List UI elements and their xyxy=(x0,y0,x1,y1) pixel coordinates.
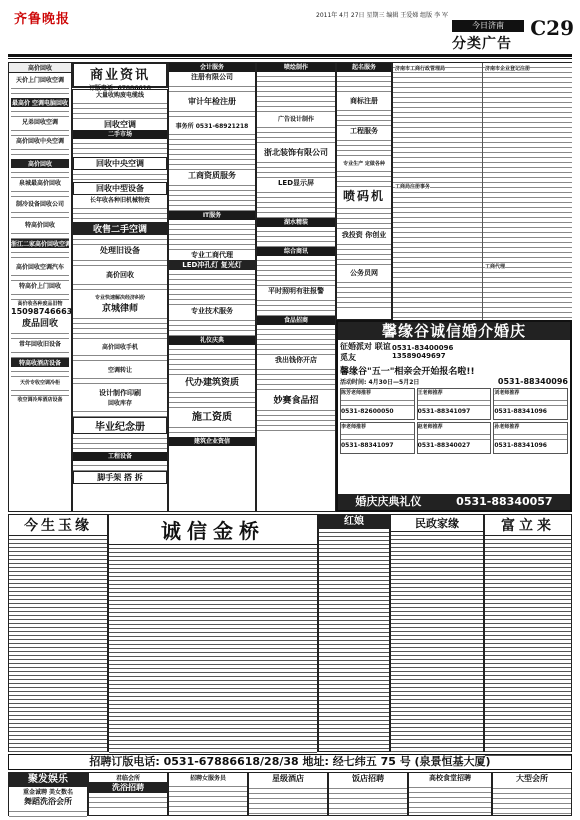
business-info-title-box xyxy=(72,62,168,92)
ad-body xyxy=(257,256,335,286)
job-title: 聚发娱乐 xyxy=(9,773,87,787)
consultant-name: 陈芳老师推荐 xyxy=(341,390,372,396)
marriage-event-phone: 0531-88340096 xyxy=(497,377,568,386)
ad-title: 喷码机 xyxy=(342,189,385,203)
ad-body xyxy=(11,126,69,136)
ad-title: 京城律师 xyxy=(101,304,138,314)
ad-title: 毕业纪念册 xyxy=(73,417,167,434)
job-ad xyxy=(492,772,572,816)
job-body xyxy=(89,793,167,811)
business-info-column xyxy=(8,62,72,512)
hotline: 订版电话: 67886618 xyxy=(89,85,151,92)
ad-title: 建筑企业资信 xyxy=(169,437,255,446)
col3 xyxy=(168,62,256,512)
ad-body xyxy=(257,123,335,147)
ad-title: 事务所 0531-68921218 xyxy=(175,123,249,130)
ad-title: 高价回收 xyxy=(11,159,69,168)
ad-title: 喷绘制作 xyxy=(257,63,335,72)
ad-body xyxy=(257,365,335,393)
ad-title: 今生玉缘 xyxy=(9,515,107,536)
ad-title: 常年回收旧设备 xyxy=(18,341,61,348)
consultant-name: 李老师推荐 xyxy=(341,424,367,430)
ad-body xyxy=(11,145,69,159)
ad-title: 湖水精装 xyxy=(257,218,335,227)
consultant-phone: 0531-88340027 xyxy=(417,442,471,449)
consultant-body xyxy=(418,430,491,442)
ad-body xyxy=(169,423,255,437)
ad-body xyxy=(73,170,167,182)
ad-body xyxy=(337,167,391,187)
ad-title: 民政家缘 xyxy=(391,515,483,532)
ad-body xyxy=(11,348,69,358)
ad-body xyxy=(73,280,167,294)
section-tag: 今日济南 xyxy=(452,20,524,32)
header-rule-thin xyxy=(8,58,572,59)
ad-title: 回收空调 xyxy=(104,120,136,129)
ad-body xyxy=(169,388,255,408)
text-block-right xyxy=(483,63,572,321)
ad-body xyxy=(11,290,69,300)
job-ad xyxy=(328,772,408,816)
marriage-agency-ad xyxy=(336,320,572,512)
consultant-card xyxy=(417,388,492,420)
ad-title: 审计年检注册 xyxy=(188,97,236,106)
ad-title: 工商代理 xyxy=(485,264,506,270)
text-block-left xyxy=(393,63,483,321)
jinsheng-yuyuan-ad xyxy=(8,514,108,752)
job-body xyxy=(169,782,247,812)
ad-title: 礼仪庆典 xyxy=(169,336,255,345)
ad-body xyxy=(169,82,255,96)
consultant-grid xyxy=(338,386,570,456)
ad-title: 起名服务 xyxy=(337,63,391,72)
ad-body xyxy=(337,278,391,308)
ad-body xyxy=(337,240,391,268)
job-ad xyxy=(88,772,168,816)
marriage-sub: 征婚派对 联谊觅友 xyxy=(340,342,391,362)
ad-title: 特高价上门回收 xyxy=(18,283,61,290)
ad-body xyxy=(169,181,255,211)
job-title: 君临会所 xyxy=(115,775,140,782)
ad-title: 妙赛食品招 xyxy=(273,396,319,406)
consultant-body xyxy=(494,396,567,408)
ad-title: 收售二手空调 xyxy=(73,222,167,235)
ad-title: 工程设备 xyxy=(73,452,167,461)
ad-title: LED显示屏 xyxy=(277,179,315,187)
ad-body xyxy=(11,229,69,239)
ad-title: 施工资质 xyxy=(192,412,232,423)
ad-title: 专业工商代理 xyxy=(191,251,233,259)
ad-body xyxy=(73,434,167,452)
ad-title: 设计制作印刷 xyxy=(99,389,141,397)
job-sub: 洗浴招聘 xyxy=(89,782,167,793)
ad-body xyxy=(73,374,167,388)
job-body xyxy=(329,784,407,814)
consultant-name: 王老师推荐 xyxy=(417,390,443,396)
ad-title: 长年收各种旧机械物资 xyxy=(89,197,150,204)
ad-body xyxy=(73,256,167,270)
ad-listing xyxy=(319,529,389,751)
marriage-event-date: 活动时间: 4月30日—5月2日 xyxy=(340,379,420,386)
ad-body xyxy=(169,270,255,306)
ad-title: 兄弟回收空调 xyxy=(21,119,58,126)
consultant-phone: 0531-88341096 xyxy=(494,408,547,415)
marriage-phone-1: 0531-83400096 xyxy=(392,344,454,352)
ad-title: 最高价 空调电脑回收 xyxy=(11,100,69,107)
ad-title: 二手市场 xyxy=(73,130,167,139)
ad-title: 公务员网 xyxy=(350,269,378,277)
marriage-contact xyxy=(338,340,570,364)
marriage-footer xyxy=(338,494,570,510)
ad-title: 工商资质服务 xyxy=(188,171,236,180)
ad-title: 泉城最高价回收 xyxy=(18,180,61,187)
consultant-body xyxy=(341,396,414,408)
marriage-event-line xyxy=(338,377,570,386)
consultant-phone: 0531-82600050 xyxy=(341,408,394,415)
ad-listing xyxy=(391,532,483,754)
ad-body xyxy=(337,106,391,126)
ad-title: 高价回收手机 xyxy=(101,344,138,351)
marriage-footer-phone: 0531-88340057 xyxy=(456,495,553,508)
ad-body xyxy=(257,188,335,218)
ad-body xyxy=(257,325,335,355)
ad-body xyxy=(169,130,255,170)
business-info-title: 商业资讯 xyxy=(89,68,150,83)
ad-title: 广告设计制作 xyxy=(277,116,314,123)
consultant-body xyxy=(494,430,567,442)
ad-body xyxy=(73,204,167,222)
ad-title: 高价回收空调汽车 xyxy=(15,264,64,271)
ad-body xyxy=(169,220,255,250)
ad-title: 高价收各种废品旧物 xyxy=(17,301,63,307)
ad-title: 浙北装饰有限公司 xyxy=(264,148,328,157)
ad-title: 工程服务 xyxy=(350,127,378,135)
ad-title: 废品回收 xyxy=(21,319,58,329)
date-line: 2011年 4月 27日 星期三 编辑 王爱娣 组版 李 军 xyxy=(316,12,448,19)
ad-title: 回收中央空调 xyxy=(73,157,167,170)
ad-body xyxy=(169,316,255,336)
consultant-name: 刘老师推荐 xyxy=(494,390,520,396)
job-title: 星级酒店 xyxy=(272,774,304,783)
job-body xyxy=(409,783,491,813)
ad-header: 高价回收 xyxy=(9,63,71,73)
ad-title: 制冷设备回收公司 xyxy=(15,201,64,208)
ad-title: 我出钱你开店 xyxy=(275,356,317,364)
header-rule xyxy=(8,54,572,57)
col5 xyxy=(336,62,392,320)
ad-title: 空调转让 xyxy=(107,367,132,374)
ad-title: 注册有限公司 xyxy=(191,73,233,81)
ad-body xyxy=(257,227,335,247)
ad-title: 富立来 xyxy=(485,515,571,536)
ad-title: 综合商讯 xyxy=(257,247,335,256)
ad-body xyxy=(11,187,69,199)
job-title: 招聘女服务员 xyxy=(189,775,226,782)
ad-title: 浙江二家高价回收空调 xyxy=(11,241,72,248)
ad-body xyxy=(73,314,167,342)
ad-title: 专业快速解决经济纠纷 xyxy=(94,295,145,301)
ad-body xyxy=(169,345,255,375)
ad-body xyxy=(11,386,69,396)
ad-body xyxy=(257,158,335,178)
consultant-name: 赵老师推荐 xyxy=(417,424,443,430)
ad-title: 我投资 你创业 xyxy=(341,231,387,239)
section-title: 分类广告 xyxy=(452,36,512,52)
ad-body xyxy=(73,235,167,245)
ad-body xyxy=(73,99,167,119)
ad-title: 天价上门回收空调 xyxy=(15,77,64,84)
ad-title: 济南市工商行政管理局 xyxy=(395,66,446,72)
ad-title: 特高收酒店设备 xyxy=(11,358,69,367)
ad-body xyxy=(11,168,69,178)
ad-body xyxy=(169,107,255,121)
ad-title: 专业技术服务 xyxy=(191,307,233,315)
jobs-row xyxy=(8,772,572,816)
col2 xyxy=(72,89,168,512)
ad-body xyxy=(337,72,391,96)
minzheng-jiayuan-ad xyxy=(390,514,484,752)
consultant-card xyxy=(493,422,568,454)
ad-body xyxy=(73,407,167,417)
chengxin-jinqiao-ad xyxy=(108,514,318,752)
ad-title: 平时照明有驻报警 xyxy=(268,287,324,295)
ad-body xyxy=(11,271,69,281)
marriage-event: 馨缘谷"五一"相亲会开始报名啦!! xyxy=(340,367,475,377)
ad-title: LED冲孔灯 复光灯 xyxy=(169,260,255,270)
ad-title: 商标注册 xyxy=(350,97,378,105)
ad-body xyxy=(73,139,167,157)
consultant-phone: 0531-88341097 xyxy=(341,442,394,449)
job-sub: 重金诚聘 美女数名 xyxy=(22,789,74,796)
ad-title: 处理旧设备 xyxy=(100,246,140,255)
consultant-card xyxy=(417,422,492,454)
ad-title: 红娘 xyxy=(319,515,389,529)
consultant-card xyxy=(493,388,568,420)
ad-title: 高价回收 xyxy=(106,271,134,279)
ad-body xyxy=(257,72,335,114)
ad-phone: 15098746663 xyxy=(11,307,73,316)
job-sub: 舞蹈洗浴会所 xyxy=(24,797,72,806)
ad-body xyxy=(337,136,391,160)
ad-body xyxy=(11,107,69,117)
ad-title: 天价专收空调冷柜 xyxy=(19,380,60,386)
consultant-phone: 0531-88341096 xyxy=(494,442,547,449)
marriage-phones xyxy=(392,344,453,360)
newspaper-logo: 齐鲁晚报 xyxy=(14,12,71,27)
ad-listing xyxy=(9,536,107,752)
ad-title: 收空调冷库酒店设备 xyxy=(17,397,63,403)
ad-title: 专业生产 定做各种 xyxy=(343,161,385,167)
col6 xyxy=(392,62,572,320)
ad-title: 回收库存 xyxy=(107,400,132,407)
ad-body xyxy=(11,329,69,339)
consultant-card xyxy=(340,388,415,420)
col4 xyxy=(256,62,336,512)
job-body xyxy=(9,807,87,817)
ad-title: 特高价回收 xyxy=(24,222,55,229)
ad-listing xyxy=(485,536,571,758)
ad-body xyxy=(257,296,335,316)
marriage-phone-2: 13589049697 xyxy=(392,352,446,360)
consultant-body xyxy=(341,430,414,442)
ad-title: IT服务 xyxy=(169,211,255,220)
ad-title: 济南市企业登记注册 xyxy=(485,66,531,72)
ad-body xyxy=(11,248,69,262)
ad-title: 大量收购废电缆线 xyxy=(95,92,144,99)
job-body xyxy=(249,784,327,814)
consultant-body xyxy=(418,396,491,408)
ad-title: 脚手架 搭 拆 xyxy=(73,471,167,484)
ad-title: 回收中型设备 xyxy=(73,182,167,195)
ad-title: 食品招商 xyxy=(257,316,335,325)
left-ads xyxy=(9,73,71,405)
ad-title: 工商局注册事务 xyxy=(395,184,431,190)
fulilai-ad xyxy=(484,514,572,752)
job-title: 饭店招聘 xyxy=(352,774,384,783)
ad-title: 高价回收中央空调 xyxy=(15,138,64,145)
job-ad xyxy=(168,772,248,816)
consultant-card xyxy=(340,422,415,454)
ad-body xyxy=(11,84,69,98)
job-ad xyxy=(248,772,328,816)
ad-body xyxy=(73,461,167,471)
ad-title: 代办建筑资质 xyxy=(184,378,239,388)
job-ad xyxy=(408,772,492,816)
ad-body xyxy=(257,406,335,434)
ad-body xyxy=(11,367,69,379)
ad-body xyxy=(73,351,167,365)
job-body xyxy=(493,784,571,814)
page-number: C29 xyxy=(530,16,574,40)
ad-listing xyxy=(109,545,317,755)
marriage-footer-label: 婚庆庆典礼仪 xyxy=(355,495,422,508)
consultant-phone: 0531-88341097 xyxy=(417,408,471,415)
job-ad xyxy=(8,772,88,816)
ad-title: 诚信金桥 xyxy=(109,515,317,545)
hongniang-ad xyxy=(318,514,390,752)
job-title: 高校食堂招聘 xyxy=(429,774,471,782)
marriage-title: 馨缘谷诚信婚介婚庆 xyxy=(338,322,570,340)
job-title: 大型会所 xyxy=(516,774,548,783)
ad-body xyxy=(337,204,391,230)
ad-title: 会计服务 xyxy=(169,63,255,72)
ad-body xyxy=(11,208,69,220)
consultant-name: 孙老师推荐 xyxy=(494,424,520,430)
subscribe-bar: 招聘订版电话: 0531-67886618/28/38 地址: 经七纬五 75 号 (泉景恒基大厦) xyxy=(8,754,572,770)
